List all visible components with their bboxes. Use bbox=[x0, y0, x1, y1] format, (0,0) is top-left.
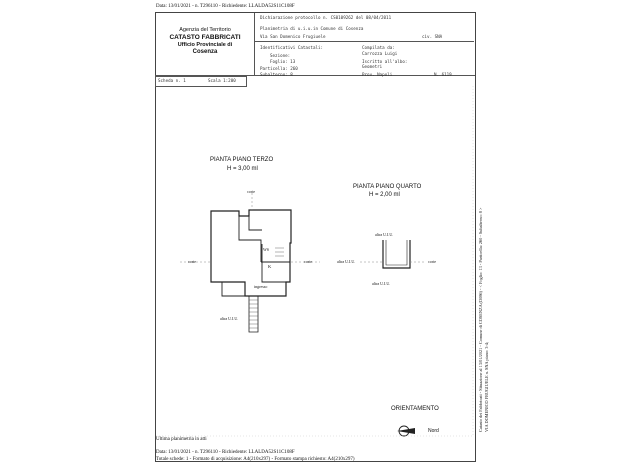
quarto-label-altra-left: altra U.I.U. bbox=[337, 259, 356, 264]
address-line: Via San Domenico Frugiuele bbox=[260, 34, 326, 39]
province-field: Prov. Napoli bbox=[362, 72, 393, 77]
footer-request-note: Data: 13/01/2021 - n. T296110 - Richiedente: LLALDA52S11C108F bbox=[156, 450, 295, 455]
compilatore-name: Carrozza Luigi bbox=[362, 51, 398, 56]
quarto-label-corte: corte bbox=[428, 259, 436, 264]
quarto-outline bbox=[383, 240, 410, 268]
catasto-title: CATASTO FABBRICATI bbox=[169, 34, 241, 41]
scheda-number: Scheda n. 1 bbox=[158, 78, 186, 83]
registration-number: N. 6119 bbox=[434, 72, 452, 77]
subalterno-field: Subalterno: 8 bbox=[260, 72, 293, 77]
foglio-field: Foglio: 13 bbox=[270, 59, 296, 64]
side-catasto-text: Catasto dei Fabbricati - Situazione al 13/01/2021 - Comune di COSENZA (D086) - < Foglio: 13 - Particella: 260 - Subalterno: 8 > bbox=[478, 207, 483, 432]
particella-field: Particella: 260 bbox=[260, 66, 298, 71]
footer-format-note: Totale schede: 1 - Formato di acquisizione: A4(210x297) - Formato stampa richiesto: A4(210x297) bbox=[156, 457, 355, 462]
ident-label: Identificativi Catastali: bbox=[260, 45, 324, 50]
north-label: Nord bbox=[428, 428, 439, 434]
ultima-planimetria: Ultima planimetria in atti bbox=[156, 437, 207, 442]
label-ingresso: ingresso bbox=[254, 284, 268, 289]
civic-number: civ. SNA bbox=[422, 34, 443, 39]
scale-label: Scala 1:200 bbox=[208, 78, 236, 83]
stair-outline bbox=[249, 296, 258, 332]
terzo-dimension-lines bbox=[180, 193, 320, 262]
ufficio-city: Cosenza bbox=[192, 49, 218, 55]
iscritto-label: Iscritto all'albo: bbox=[362, 59, 408, 64]
quarto-height: H = 2,00 ml bbox=[369, 192, 400, 198]
north-arrow-icon bbox=[397, 426, 415, 436]
terzo-height: H = 3,00 ml bbox=[227, 166, 258, 172]
label-corte-top: corte bbox=[247, 189, 255, 194]
terzo-outline bbox=[211, 210, 291, 296]
agency-name: Agenzia del Territorio bbox=[179, 27, 231, 33]
label-corte-right: corte bbox=[304, 259, 312, 264]
ufficio-label: Ufficio Provinciale di bbox=[177, 42, 233, 48]
label-ws: WS bbox=[263, 247, 269, 252]
quarto-label-altra-bottom: altra U.I.U. bbox=[372, 281, 391, 286]
top-request-note: Data: 13/01/2021 - n. T296110 - Richiedente: LLALDA52S11C108F bbox=[156, 4, 295, 9]
label-k: K bbox=[268, 264, 272, 269]
terzo-entry-wall bbox=[222, 282, 245, 296]
quarto-label-altra-top: altra U.I.U. bbox=[375, 232, 394, 237]
side-address-text: VIA DOMENICO FRUGIUELE n. SNA piano: 3-4; bbox=[484, 341, 489, 432]
sezione-field: Sezione: bbox=[270, 53, 291, 58]
orientation-label: ORIENTAMENTO bbox=[391, 406, 439, 412]
label-altra-uiu: altra U.I.U. bbox=[220, 316, 239, 321]
terzo-title: PIANTA PIANO TERZO bbox=[210, 157, 274, 163]
dichiarazione-line: Dichiarazione protocollo n. CS0109262 del 08/04/2011 bbox=[260, 15, 392, 20]
quarto-title: PIANTA PIANO QUARTO bbox=[353, 184, 422, 190]
terzo-interior-wall bbox=[249, 210, 262, 230]
compilata-label: Compilata da: bbox=[362, 45, 395, 50]
albo-value: Geometri bbox=[362, 64, 383, 69]
planimetria-line: Planimetria di u.i.u.in Comune di Cosenza bbox=[260, 26, 364, 31]
label-corte-left: corte bbox=[188, 259, 196, 264]
terzo-interior-wall bbox=[239, 216, 261, 262]
